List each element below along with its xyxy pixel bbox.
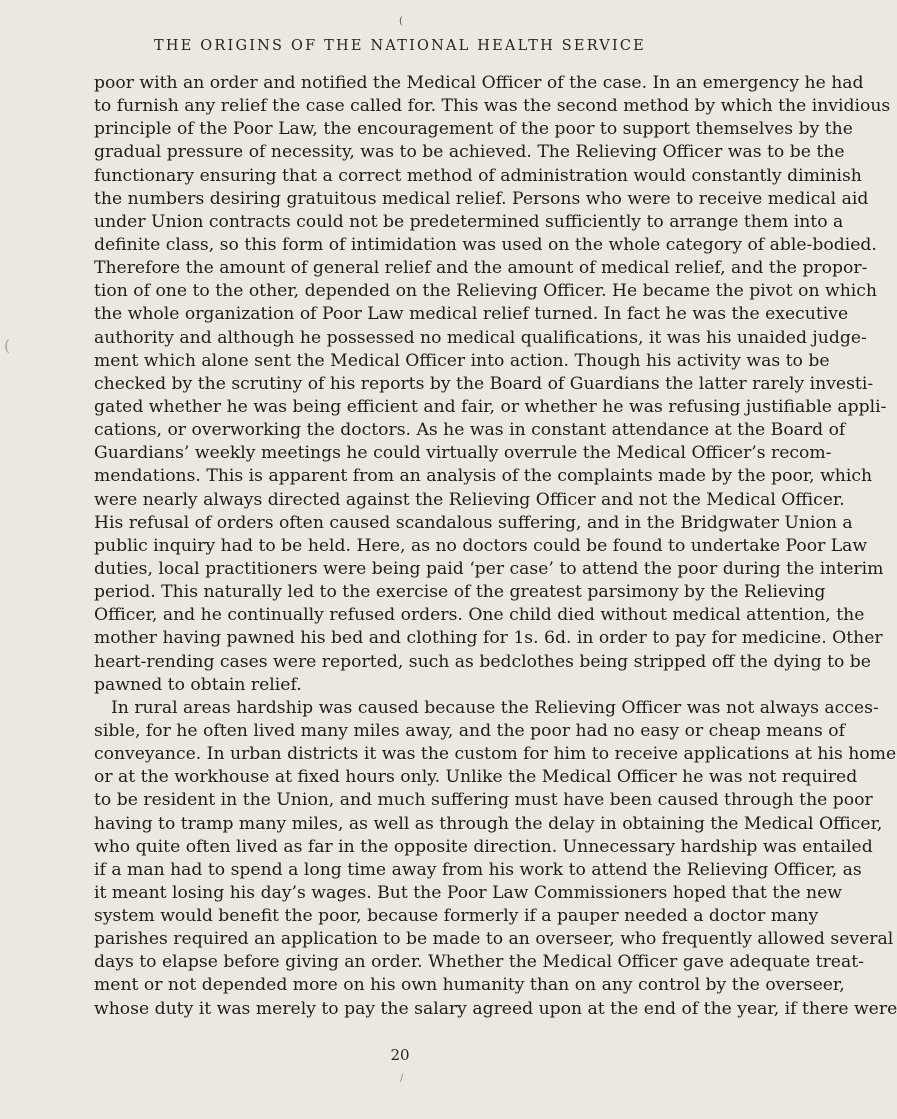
text-line: ment or not depended more on his own humanity than on any control by the overseer,	[94, 975, 845, 996]
text-line: ment which alone sent the Medical Officer into action. Though his activity was to be	[94, 350, 830, 371]
text-line: mendations. This is apparent from an analysis of the complaints made by the poor, which	[94, 466, 873, 487]
text-line: system would benefit the poor, because formerly if a pauper needed a doctor many	[94, 906, 819, 927]
margin-mark: (	[4, 336, 11, 355]
text-line: days to elapse before giving an order. Whether the Medical Officer gave adequate treat-	[94, 952, 864, 973]
text-line: Guardians’ weekly meetings he could virtually overrule the Medical Officer’s recom-	[94, 443, 832, 464]
text-line: conveyance. In urban districts it was the custom for him to receive applications at his home	[94, 744, 897, 765]
text-line: whose duty it was merely to pay the salary agreed upon at the end of the year, if there were	[94, 998, 897, 1019]
text-line-paragraph-start: In rural areas hardship was caused because the Relieving Officer was not always acces-	[111, 697, 879, 718]
text-line: to furnish any relief the case called for. This was the second method by which the invidious	[94, 96, 891, 117]
text-line: cations, or overworking the doctors. As he was in constant attendance at the Board of	[94, 420, 846, 441]
text-line: Therefore the amount of general relief and the amount of medical relief, and the propor-	[94, 258, 868, 279]
text-line: if a man had to spend a long time away from his work to attend the Relieving Officer, as	[94, 859, 862, 880]
text-line: public inquiry had to be held. Here, as no doctors could be found to undertake Poor Law	[94, 535, 868, 556]
bottom-mark: /	[400, 1073, 404, 1084]
body-text	[94, 72, 897, 1021]
text-line: who quite often lived as far in the opposite direction. Unnecessary hardship was entailed	[94, 836, 873, 857]
text-line: were nearly always directed against the Relieving Officer and not the Medical Officer.	[94, 489, 845, 510]
text-line: under Union contracts could not be predetermined sufficiently to arrange them into a	[94, 211, 844, 232]
text-line: gradual pressure of necessity, was to be achieved. The Relieving Officer was to be the	[94, 142, 845, 163]
text-line: heart-rending cases were reported, such as bedclothes being stripped off the dying to be	[94, 651, 871, 672]
text-line: period. This naturally led to the exercise of the greatest parsimony by the Relieving	[94, 582, 826, 603]
text-line: authority and although he possessed no medical qualifications, it was his unaided judge-	[94, 327, 867, 348]
text-line: having to tramp many miles, as well as through the delay in obtaining the Medical Officer,	[94, 813, 883, 834]
text-line: principle of the Poor Law, the encouragement of the poor to support themselves by the	[94, 119, 853, 140]
text-line: checked by the scrutiny of his reports by the Board of Guardians the latter rarely investi-	[94, 373, 874, 394]
text-line: His refusal of orders often caused scandalous suffering, and in the Bridgwater Union a	[94, 512, 853, 533]
text-line: gated whether he was being efficient and fair, or whether he was refusing justifiable appli-	[94, 396, 887, 417]
text-line: functionary ensuring that a correct method of administration would constantly diminish	[94, 165, 862, 186]
top-tick-mark: (	[399, 16, 403, 27]
text-line: duties, local practitioners were being paid ‘per case’ to attend the poor during the interim	[94, 558, 884, 579]
text-line: poor with an order and notified the Medical Officer of the case. In an emergency he had	[94, 73, 864, 93]
text-line: to be resident in the Union, and much suffering must have been caused through the poor	[94, 790, 873, 811]
text-line: mother having pawned his bed and clothing for 1s. 6d. in order to pay for medicine. Other	[94, 628, 883, 649]
page-number: 20	[390, 1046, 410, 1064]
text-line: the whole organization of Poor Law medical relief turned. In fact he was the executive	[94, 304, 849, 325]
text-line: sible, for he often lived many miles away, and the poor had no easy or cheap means of	[94, 720, 845, 741]
text-line: parishes required an application to be made to an overseer, who frequently allowed several	[94, 929, 894, 950]
text-line: tion of one to the other, depended on the Relieving Officer. He became the pivot on which	[94, 281, 878, 302]
running-head: THE ORIGINS OF THE NATIONAL HEALTH SERVICE	[154, 38, 646, 54]
text-line: it meant losing his day’s wages. But the Poor Law Commissioners hoped that the new	[94, 882, 842, 903]
text-line: Officer, and he continually refused orders. One child died without medical attention, the	[94, 605, 865, 626]
text-line-paragraph-end: pawned to obtain relief.	[94, 674, 302, 695]
text-line: or at the workhouse at fixed hours only. Unlike the Medical Officer he was not required	[94, 767, 858, 788]
text-line: definite class, so this form of intimidation was used on the whole category of able-bodied.	[94, 234, 877, 255]
text-line: the numbers desiring gratuitous medical relief. Persons who were to receive medical aid	[94, 188, 869, 209]
